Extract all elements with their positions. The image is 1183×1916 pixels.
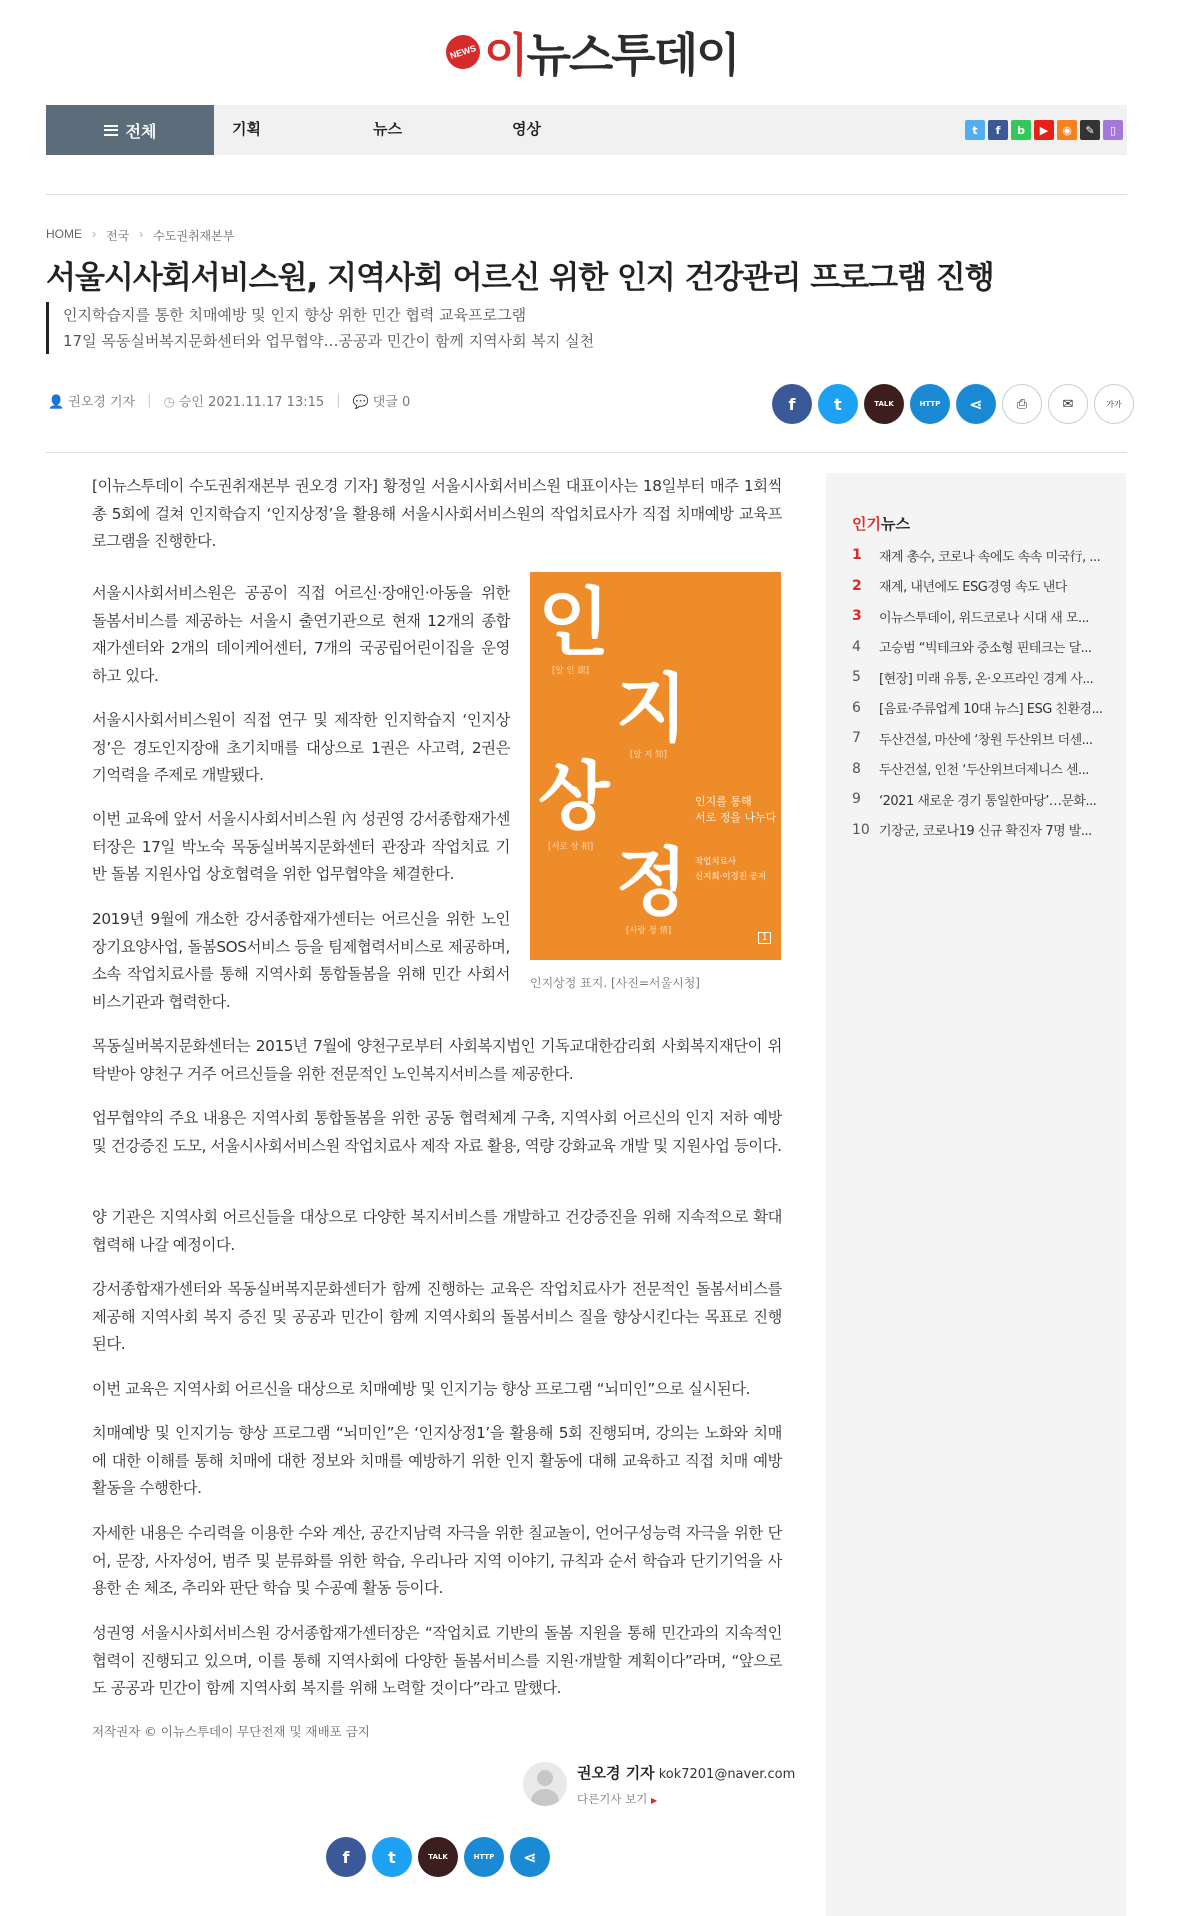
- cover-volume: 1: [758, 932, 771, 944]
- popular-news-item[interactable]: [852, 632, 1112, 663]
- popular-news-title: 고승범 “빅테크와 중소형 핀테크는 달...: [879, 641, 1092, 657]
- arrow-right-icon: ▶: [650, 1796, 658, 1805]
- popular-news-title: 재계 총수, 코로나 속에도 속속 미국行, ...: [879, 549, 1101, 565]
- popular-news-rank: 4: [852, 638, 861, 655]
- popular-news-item[interactable]: [852, 601, 1112, 632]
- cover-authors-label: 작업치료사: [695, 857, 737, 867]
- reporter-info: 👤 권오경 기자: [48, 395, 136, 410]
- header-divider: [46, 194, 1127, 195]
- news-badge-icon: NEWS: [442, 31, 485, 74]
- reporter-byline: [523, 1762, 795, 1807]
- logo-text: 이뉴스투데이: [484, 28, 739, 82]
- share-icon[interactable]: ⋖: [510, 1837, 550, 1877]
- popular-news-rank: 6: [852, 699, 861, 716]
- meta-divider: |: [147, 393, 152, 408]
- popular-news-title: 이뉴스투데이, 위드코로나 시대 새 모...: [879, 610, 1089, 626]
- article-paragraph: 자세한 내용은 수리력을 이용한 수와 계산, 공간지남력 자극을 위한 칠교놀이, 언어구성능력 자극을 위한 단어, 문장, 사자성어, 범주 및 분류화를 위한 학습, 우리나라 지역 이야기, 규칙과 순서 학습과 단기기억을 사용한 손 체조, 추리와 판단 학습 및 수공예 활동 등이다.: [92, 1524, 782, 1597]
- figure-caption: 인지상정 표지. [사진=서울시청]: [530, 976, 700, 990]
- article-subtitle: 인지학습지를 통한 치매예방 및 인지 향상 위한 민간 협력 교육프로그램: [63, 306, 527, 324]
- article-paragraph: 업무협약의 주요 내용은 지역사회 통합돌봄을 위한 공동 협력체계 구축, 지역사회 어르신의 인지 저하 예방 및 건강증진 도모, 서울시사회서비스원 작업치료사 제작 자료 활용, 역량 강화교육 개발 및 지원사업 등이다.: [92, 1109, 782, 1155]
- cover-char: 정: [616, 840, 688, 926]
- article-title: 서울시사회서비스원, 지역사회 어르신 위한 인지 건강관리 프로그램 진행: [46, 260, 994, 296]
- breadcrumb: [46, 227, 234, 244]
- print-icon[interactable]: ⎙: [1002, 384, 1042, 424]
- popular-news-title: ‘2021 새로운 경기 통일한마당’…문화...: [879, 793, 1097, 809]
- cover-char: 인: [538, 580, 610, 666]
- cover-tagline: 인지를 통해 서로 정을 나누다: [695, 795, 777, 824]
- article-paragraph: 목동실버복지문화센터는 2015년 7월에 양천구로부터 사회복지법인 기독교대한감리회 사회복지재단이 위탁받아 양천구 거주 어르신들을 위한 전문적인 노인복지서비스를 제공한다.: [92, 1037, 782, 1083]
- main-nav: [46, 105, 1127, 155]
- article-paragraph: 양 기관은 지역사회 어르신들을 대상으로 다양한 복지서비스를 개발하고 건강증진을 위해 지속적으로 확대 협력해 나갈 예정이다.: [92, 1208, 782, 1254]
- popular-news-item[interactable]: [852, 693, 1112, 724]
- article-paragraph: 성권영 서울시사회서비스원 강서종합재가센터장은 “작업치료 기반의 돌봄 지원을 통해 민간과의 지속적인 협력이 진행되고 있으며, 이를 통해 지역사회에 다양한 돌봄서비스를 지원·개발할 계획이다”라며, “앞으로도 공공과 민간이 함께 지역사회 복지를 위해 노력할 것이다”라고 말했다.: [92, 1624, 782, 1697]
- twitter-share-icon[interactable]: t: [372, 1837, 412, 1877]
- popular-news-title: 기장군, 코로나19 신규 확진자 7명 발...: [879, 824, 1092, 840]
- article-paragraph: 2019년 9월에 개소한 강서종합재가센터는 어르신을 위한 노인장기요양사업, 돌봄SOS서비스 등을 팀제협력서비스로 제공하며, 소속 작업치료사를 통해 지역사회 통합돌봄을 위해 민간 사회서비스기관과 협력한다.: [92, 910, 510, 1011]
- popular-news-item[interactable]: [852, 815, 1112, 846]
- reporter-email[interactable]: kok7201@naver.com: [658, 1767, 796, 1782]
- breadcrumb-region[interactable]: 전국: [106, 229, 130, 243]
- article-figure: [530, 572, 781, 991]
- font-size-icon[interactable]: 가가: [1094, 384, 1134, 424]
- popular-news-rank: 8: [852, 760, 861, 777]
- hamburger-icon: [104, 125, 118, 136]
- chevron-right-icon: ›: [92, 227, 96, 241]
- popular-news-item[interactable]: [852, 540, 1112, 571]
- popular-news-item[interactable]: [852, 571, 1112, 602]
- facebook-share-icon[interactable]: f: [772, 384, 812, 424]
- mobile-icon[interactable]: ▯: [1103, 120, 1123, 140]
- popular-news-item[interactable]: [852, 754, 1112, 785]
- more-articles-link[interactable]: 다른기사 보기 ▶: [577, 1792, 658, 1806]
- cover-hanja: [알 인 認]: [552, 666, 589, 676]
- breadcrumb-home[interactable]: HOME: [46, 227, 82, 241]
- facebook-icon[interactable]: f: [988, 120, 1008, 140]
- email-icon[interactable]: ✉: [1048, 384, 1088, 424]
- comment-icon: 💬: [352, 395, 369, 410]
- kakaotalk-share-icon[interactable]: TALK: [418, 1837, 458, 1877]
- nav-item-feature[interactable]: 기획: [232, 120, 261, 138]
- reporter-avatar: [523, 1762, 567, 1806]
- popular-news-rank: 5: [852, 669, 861, 686]
- copyright-notice: 저작권자 © 이뉴스투데이 무단전재 및 재배포 금지: [92, 1724, 370, 1739]
- social-links: [965, 120, 1123, 140]
- all-menu-label: 전체: [125, 121, 157, 141]
- popular-news-title: [현장] 미래 유통, 온·오프라인 경계 사...: [879, 671, 1094, 687]
- popular-news-heading: 인기뉴스: [852, 515, 910, 533]
- popular-news-title: [음료·주류업계 10대 뉴스] ESG 친환경...: [879, 702, 1103, 718]
- popular-news-list: [852, 540, 1112, 845]
- meta-divider: |: [336, 393, 341, 408]
- cover-hanja: [사랑 정 情]: [626, 926, 672, 936]
- all-menu-button[interactable]: [46, 105, 214, 155]
- book-cover-image[interactable]: [530, 572, 781, 960]
- cover-authors: 신지희·이경진 공저: [695, 872, 767, 882]
- cover-char: 상: [538, 754, 610, 840]
- clock-icon: ◷: [163, 395, 175, 410]
- site-logo[interactable]: [446, 18, 746, 86]
- cover-hanja: [서로 상 相]: [548, 842, 594, 852]
- popular-news-rank: 10: [852, 821, 870, 838]
- nav-item-news[interactable]: 뉴스: [373, 120, 402, 138]
- rss-icon[interactable]: ◉: [1057, 120, 1077, 140]
- facebook-share-icon[interactable]: f: [326, 1837, 366, 1877]
- article-paragraph: 서울시사회서비스원은 공공이 직접 어르신·장애인·아동을 위한 돌봄서비스를 제공하는 서울시 출연기관으로 현재 12개의 종합재가센터와 2개의 데이케어센터, 7개의 국공립어린이집을 운영하고 있다.: [92, 584, 510, 685]
- twitter-icon[interactable]: t: [965, 120, 985, 140]
- article-paragraph: 이번 교육은 지역사회 어르신을 대상으로 치매예방 및 인지기능 향상 프로그램 “뇌미인”으로 실시된다.: [92, 1380, 751, 1398]
- popular-news-title: 두산건설, 인천 ‘두산위브더제니스 센...: [879, 763, 1089, 779]
- popular-news-item[interactable]: [852, 723, 1112, 754]
- cover-hanja: [알 지 知]: [630, 750, 667, 760]
- nav-item-video[interactable]: 영상: [512, 120, 541, 138]
- cover-char: 지: [616, 666, 688, 752]
- user-icon: 👤: [48, 395, 65, 410]
- popular-news-rank: 7: [852, 730, 861, 747]
- twitter-share-icon[interactable]: t: [818, 384, 858, 424]
- url-copy-icon[interactable]: HTTP: [910, 384, 950, 424]
- popular-news-title: 재계, 내년에도 ESG경영 속도 낸다: [879, 580, 1067, 596]
- sidebar: [826, 473, 1126, 1916]
- popular-news-item[interactable]: [852, 662, 1112, 693]
- article-paragraph: 서울시사회서비스원이 직접 연구 및 제작한 인지학습지 ‘인지상정’은 경도인지장애 초기치매를 대상으로 1권은 사고력, 2권은 기억력을 주제로 개발됐다.: [92, 711, 510, 784]
- popular-news-rank: 2: [852, 577, 862, 594]
- share-icon[interactable]: ⋖: [956, 384, 996, 424]
- article-header-divider: [46, 452, 1127, 453]
- band-icon[interactable]: b: [1011, 120, 1031, 140]
- article-paragraph: 치매예방 및 인지기능 향상 프로그램 “뇌미인”은 ‘인지상정1’을 활용해 5회 진행되며, 강의는 노화와 치매에 대한 이해를 통해 치매에 대한 정보와 치매를 예방하기 위한 인지 활동에 대해 교육하고 직접 치매 예방 활동을 수행한다.: [92, 1424, 782, 1497]
- article-subtitle: 17일 목동실버복지문화센터와 업무협약…공공과 민간이 함께 지역사회 복지 실천: [63, 332, 595, 350]
- share-toolbar-top: [772, 384, 1134, 424]
- kakaotalk-share-icon[interactable]: TALK: [864, 384, 904, 424]
- article-meta: [48, 391, 410, 410]
- url-copy-icon[interactable]: HTTP: [464, 1837, 504, 1877]
- popular-news-rank: 3: [852, 608, 862, 625]
- write-icon[interactable]: ✎: [1080, 120, 1100, 140]
- share-toolbar-bottom: [326, 1837, 550, 1877]
- comment-count[interactable]: 💬 댓글 0: [352, 395, 411, 410]
- popular-news-item[interactable]: [852, 784, 1112, 815]
- reporter-name: 권오경 기자 kok7201@naver.com: [577, 1764, 796, 1782]
- chevron-right-icon: ›: [139, 227, 144, 241]
- article-paragraph: 이번 교육에 앞서 서울시사회서비스원 內 성권영 강서종합재가센터장은 17일 박노숙 목동실버복지문화센터 관장과 작업치료 기반 돌봄 지원사업 상호협력을 위한 업무협약을 체결한다.: [92, 810, 510, 883]
- article-paragraph: [이뉴스투데이 수도권취재본부 권오경 기자] 황정일 서울시사회서비스원 대표이사는 18일부터 매주 1회씩 총 5회에 걸쳐 인지학습지 ‘인지상정’을 활용해 서울시사회서비스원의 작업치료사가 직접 치매예방 교육프로그램을 진행한다.: [92, 477, 782, 550]
- popular-news-title: 두산건설, 마산에 ‘창원 두산위브 더센...: [879, 732, 1093, 748]
- article-paragraph: 강서종합재가센터와 목동실버복지문화센터가 함께 진행하는 교육은 작업치료사가 전문적인 돌봄서비스를 제공해 지역사회 복지 증진 및 공공과 민간이 함께 지역사회의 돌봄서비스 질을 향상시킨다는 목표로 진행된다.: [92, 1280, 782, 1353]
- approved-time: ◷ 승인 2021.11.17 13:15: [163, 395, 325, 410]
- popular-news-rank: 1: [852, 547, 862, 564]
- article-subtitles: [46, 302, 594, 354]
- youtube-icon[interactable]: ▶: [1034, 120, 1054, 140]
- popular-news-rank: 9: [852, 791, 861, 808]
- breadcrumb-section[interactable]: 수도권취재본부: [153, 229, 235, 243]
